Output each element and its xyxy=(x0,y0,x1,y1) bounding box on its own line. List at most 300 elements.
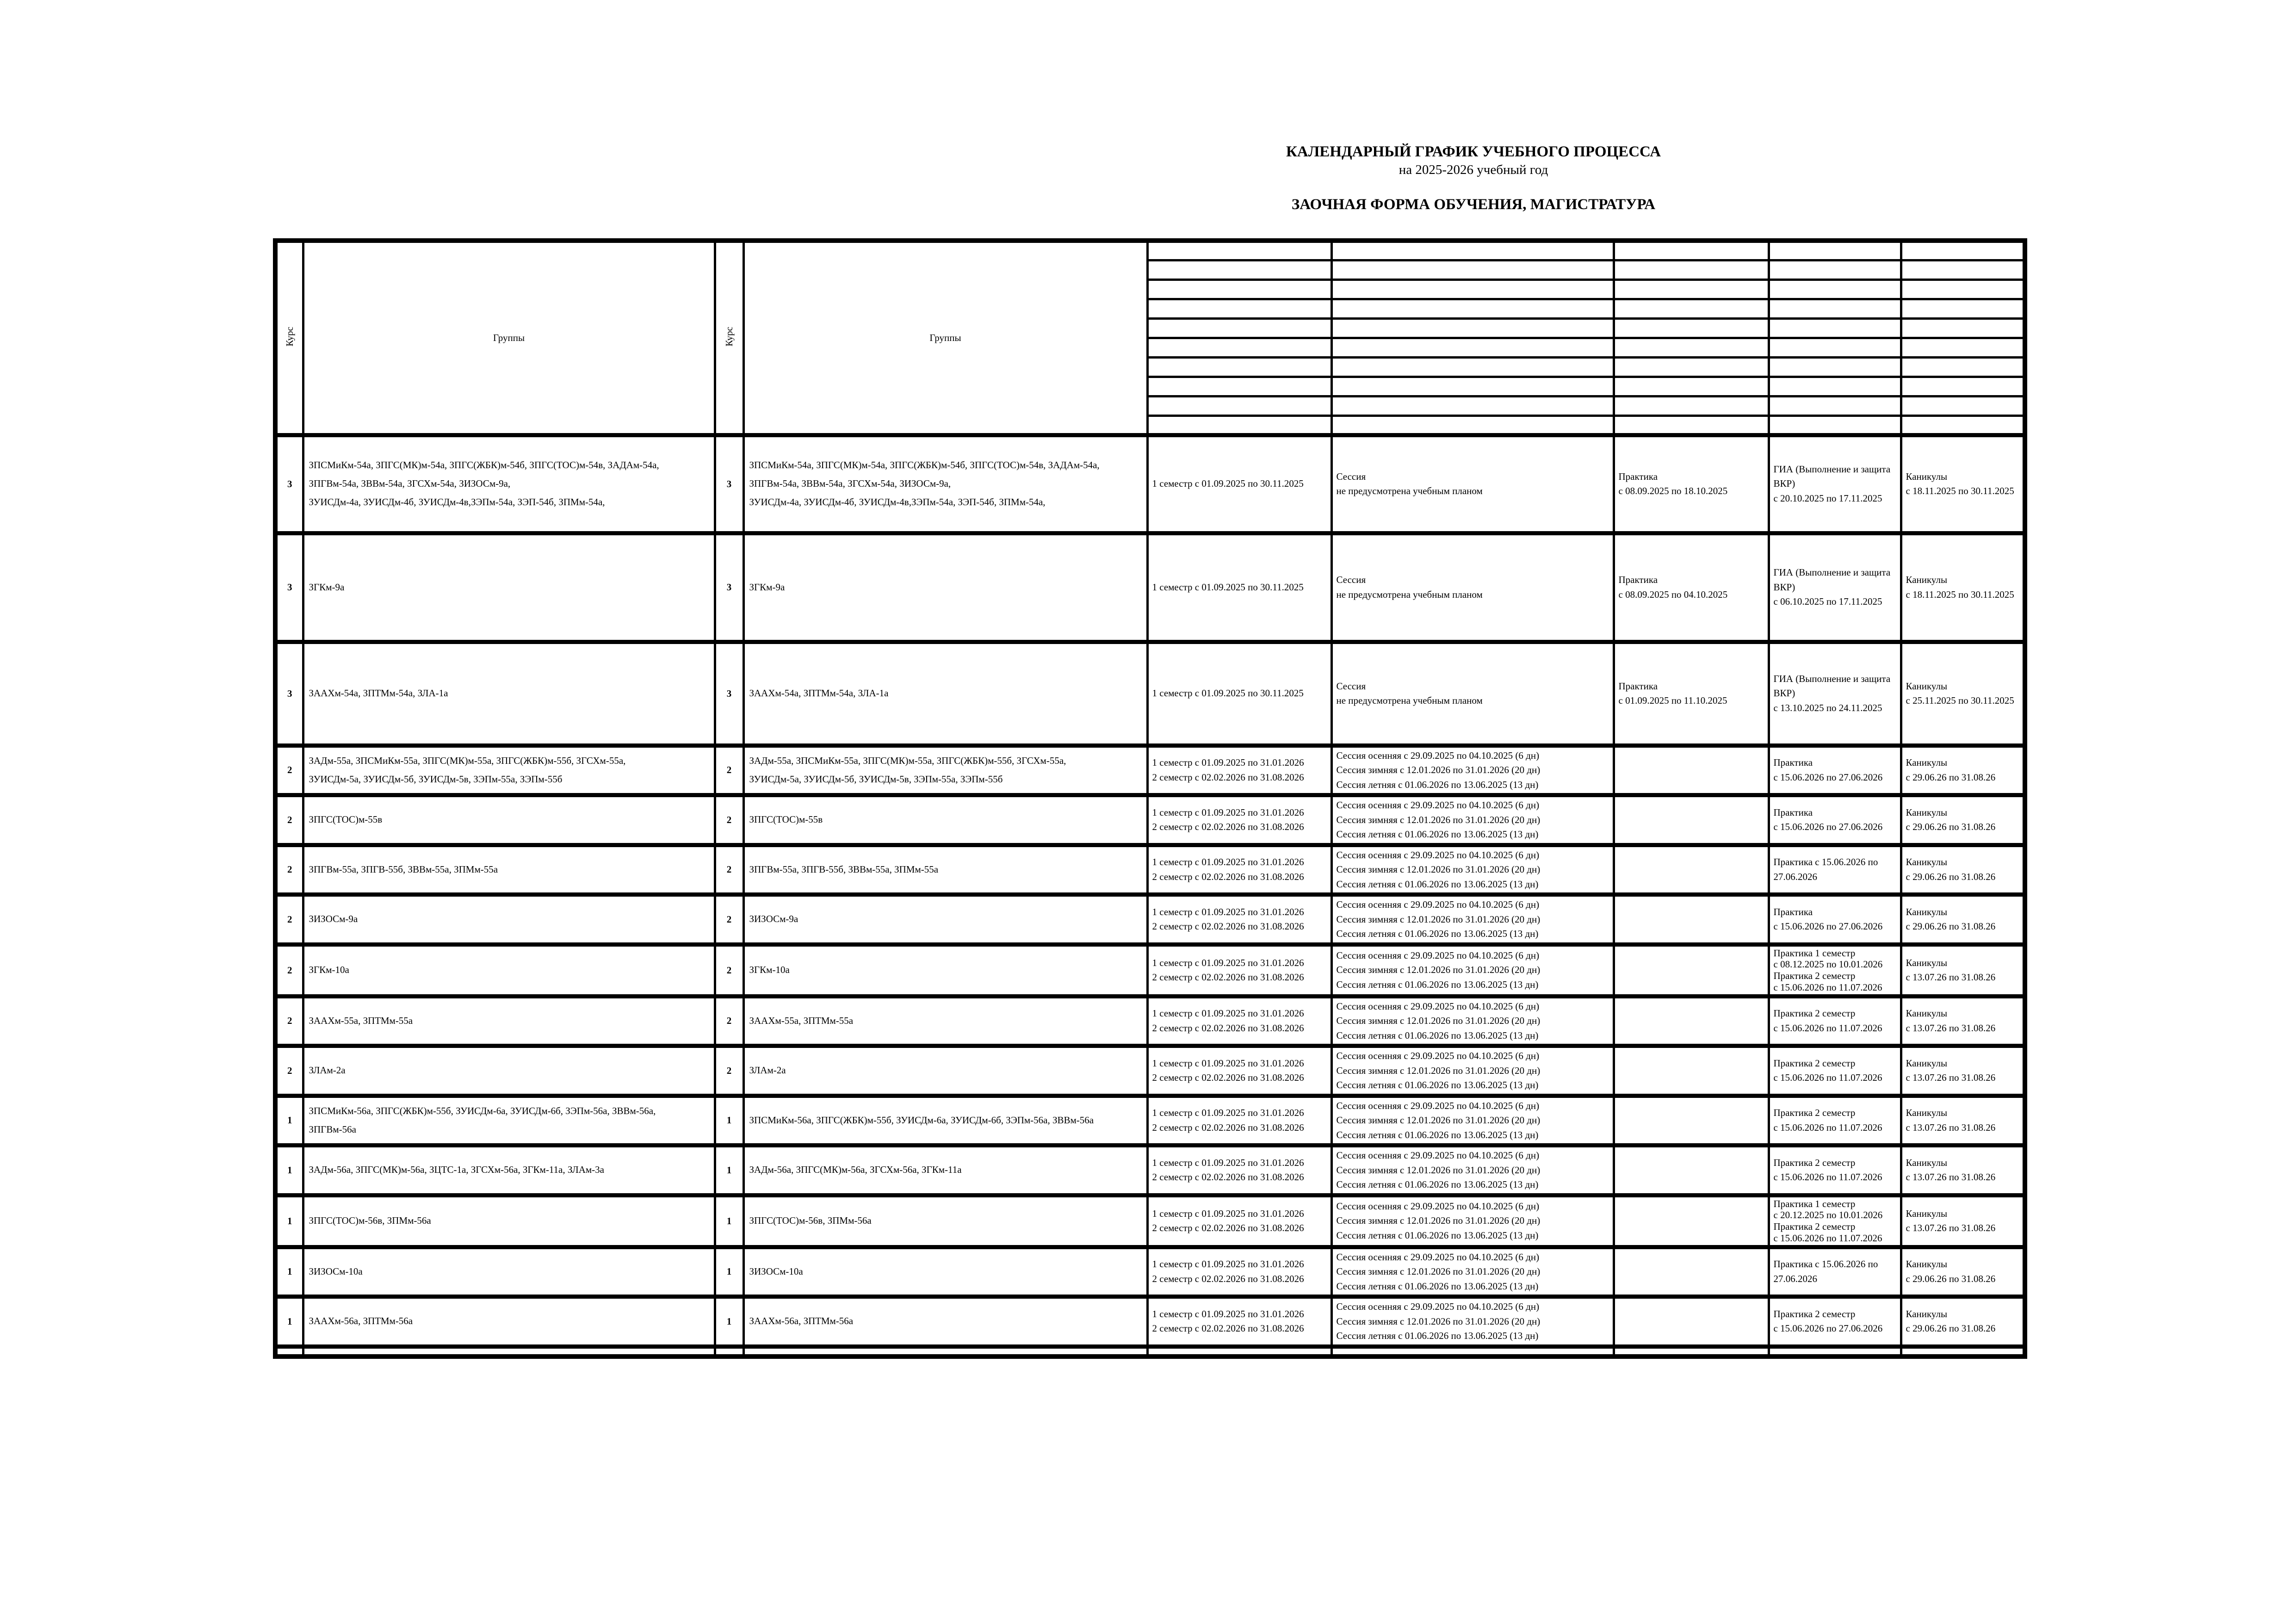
course-cell: 2 xyxy=(715,795,743,845)
practice-cell xyxy=(1614,1247,1769,1297)
header-grid-cell xyxy=(1901,279,2025,299)
text-line: ЗПСМиКм-56а, ЗПГС(ЖБК)м-55б, ЗУИСДм-6а, ЗУИСДм-6б, ЗЭПм-56а, ЗВВм-56а, xyxy=(309,1105,656,1116)
semester-cell xyxy=(1147,1046,1331,1096)
text-line: 1 семестр с 01.09.2025 по 30.11.2025 xyxy=(1152,478,1304,489)
text-line: 2 семестр с 02.02.2026 по 31.08.2026 xyxy=(1152,1273,1304,1284)
text-line: Сессия зимняя с 12.01.2026 по 31.01.2026 (20 дн) xyxy=(1336,764,1541,775)
text-line: с 06.10.2025 по 17.11.2025 xyxy=(1773,596,1882,607)
text-line: 1 семестр с 01.09.2025 по 31.01.2026 xyxy=(1152,1208,1304,1219)
groups-cell xyxy=(743,795,1147,845)
schedule-row xyxy=(275,1096,2025,1146)
schedule-row xyxy=(275,1247,2025,1297)
text-line: Сессия летняя с 01.06.2026 по 13.06.2025 (13 дн) xyxy=(1336,979,1539,990)
text-line: Сессия xyxy=(1336,574,1366,585)
header-grid-cell xyxy=(1614,338,1769,357)
session-cell xyxy=(1331,996,1614,1046)
gia-practice-cell xyxy=(1769,944,1901,996)
vacation-cell xyxy=(1901,642,2025,745)
semester-cell xyxy=(1147,1096,1331,1146)
empty-cell xyxy=(1147,1346,1331,1357)
text-line: ЗАДм-55а, ЗПСМиКм-55а, ЗПГС(МК)м-55а, ЗПГС(ЖБК)м-55б, ЗГСХм-55а, xyxy=(309,755,626,766)
gia-practice-cell xyxy=(1769,1146,1901,1196)
groups-cell xyxy=(303,642,715,745)
text-line: Каникулы xyxy=(1906,856,1948,868)
text-line: с 13.07.26 по 31.08.26 xyxy=(1906,1171,1996,1183)
text-line: Каникулы xyxy=(1906,1308,1948,1319)
semester-cell xyxy=(1147,845,1331,895)
text-line: Каникулы xyxy=(1906,957,1948,968)
header-groups-right: Группы xyxy=(743,241,1147,435)
groups-cell xyxy=(743,1297,1147,1347)
gia-practice-cell xyxy=(1769,1096,1901,1146)
vacation-cell xyxy=(1901,1096,2025,1146)
text-line: ЗААХм-56а, ЗПТМм-56а xyxy=(749,1315,854,1327)
course-cell: 1 xyxy=(715,1195,743,1247)
course-header-label: Курс xyxy=(284,326,295,347)
gia-practice-cell xyxy=(1769,996,1901,1046)
text-line: ЗГКм-10а xyxy=(749,964,790,976)
text-line: с 08.09.2025 по 18.10.2025 xyxy=(1618,485,1728,496)
text-line: не предусмотрена учебным планом xyxy=(1336,485,1483,496)
header-grid-cell xyxy=(1901,338,2025,357)
text-line: с 20.10.2025 по 17.11.2025 xyxy=(1773,492,1882,504)
text-line: 1 семестр с 01.09.2025 по 31.01.2026 xyxy=(1152,957,1304,968)
text-line: с 15.06.2026 по 27.06.2026 xyxy=(1773,1323,1883,1334)
gia-practice-cell xyxy=(1769,1297,1901,1347)
text-line: 1 семестр с 01.09.2025 по 30.11.2025 xyxy=(1152,688,1304,699)
gia-practice-cell xyxy=(1769,642,1901,745)
groups-cell xyxy=(743,1247,1147,1297)
groups-cell xyxy=(303,435,715,533)
text-line: Каникулы xyxy=(1906,1157,1948,1168)
text-line: Сессия осенняя с 29.09.2025 по 04.10.2025 (6 дн) xyxy=(1336,1050,1540,1062)
empty-cell xyxy=(1901,1346,2025,1357)
header-grid-cell xyxy=(1769,338,1901,357)
text-line: 1 семестр с 01.09.2025 по 31.01.2026 xyxy=(1152,757,1304,768)
text-line: 27.06.2026 xyxy=(1773,871,1817,882)
text-line: с 15.06.2026 по 11.07.2026 xyxy=(1773,1232,1882,1244)
vacation-cell xyxy=(1901,795,2025,845)
text-line: Каникулы xyxy=(1906,1008,1948,1019)
course-cell: 1 xyxy=(275,1195,303,1247)
groups-cell xyxy=(303,795,715,845)
text-line: с 25.11.2025 по 30.11.2025 xyxy=(1906,695,2014,706)
text-line: с 13.07.26 по 31.08.26 xyxy=(1906,1222,1996,1234)
header-grid-cell xyxy=(1147,279,1331,299)
session-cell xyxy=(1331,745,1614,795)
semester-cell xyxy=(1147,996,1331,1046)
text-line: с 15.06.2026 по 27.06.2026 xyxy=(1773,771,1883,783)
text-line: Сессия летняя с 01.06.2026 по 13.06.2025 (13 дн) xyxy=(1336,1280,1539,1292)
practice-cell xyxy=(1614,1195,1769,1247)
header-grid-cell xyxy=(1769,318,1901,338)
header-grid-cell xyxy=(1331,377,1614,396)
header-grid-cell xyxy=(1614,279,1769,299)
text-line: ЗУИСДм-5а, ЗУИСДм-5б, ЗУИСДм-5в, ЗЭПм-55а, ЗЭПм-55б xyxy=(309,773,563,785)
header-grid-cell xyxy=(1614,377,1769,396)
course-cell: 2 xyxy=(715,895,743,945)
schedule-row xyxy=(275,533,2025,642)
header-grid-cell xyxy=(1769,260,1901,279)
text-line: Практика 2 семестр xyxy=(1773,970,1856,982)
semester-cell xyxy=(1147,1297,1331,1347)
text-line: ЗЛАм-2а xyxy=(309,1065,346,1076)
semester-cell xyxy=(1147,642,1331,745)
header-grid-cell xyxy=(1769,279,1901,299)
text-line: с 01.09.2025 по 11.10.2025 xyxy=(1618,695,1727,706)
text-line: ЗПГВм-55а, ЗПГВ-55б, ЗВВм-55а, ЗПМм-55а xyxy=(749,863,939,875)
gia-practice-cell xyxy=(1769,845,1901,895)
vacation-cell xyxy=(1901,745,2025,795)
semester-cell xyxy=(1147,435,1331,533)
text-line: Практика 2 семестр xyxy=(1773,1107,1856,1119)
text-line: с 15.06.2026 по 11.07.2026 xyxy=(1773,1022,1882,1034)
header-grid-cell xyxy=(1614,357,1769,377)
text-line: Каникулы xyxy=(1906,1208,1948,1219)
course-cell: 2 xyxy=(715,845,743,895)
header-grid-cell xyxy=(1331,396,1614,415)
header-grid-cell xyxy=(1614,260,1769,279)
text-line: с 15.06.2026 по 27.06.2026 xyxy=(1773,921,1883,932)
groups-cell xyxy=(303,745,715,795)
vacation-cell xyxy=(1901,845,2025,895)
header-grid-cell xyxy=(1901,318,2025,338)
semester-cell xyxy=(1147,944,1331,996)
groups-cell xyxy=(743,745,1147,795)
header-grid-cell xyxy=(1901,415,2025,435)
groups-cell xyxy=(743,642,1147,745)
text-line: ЗПГС(ТОС)м-56в, ЗПМм-56а xyxy=(749,1215,872,1227)
text-line: Сессия летняя с 01.06.2026 по 13.06.2025 (13 дн) xyxy=(1336,1330,1539,1342)
text-line: 2 семестр с 02.02.2026 по 31.08.2026 xyxy=(1152,1121,1304,1133)
groups-cell xyxy=(303,1146,715,1196)
schedule-table xyxy=(273,238,2027,1359)
groups-cell xyxy=(743,1195,1147,1247)
text-line: Каникулы xyxy=(1906,1258,1948,1270)
text-line: ЗУИСДм-5а, ЗУИСДм-5б, ЗУИСДм-5в, ЗЭПм-55а, ЗЭПм-55б xyxy=(749,773,1003,785)
semester-cell xyxy=(1147,1247,1331,1297)
course-cell: 2 xyxy=(715,944,743,996)
groups-cell xyxy=(743,895,1147,945)
gia-practice-cell xyxy=(1769,1247,1901,1297)
semester-cell xyxy=(1147,1146,1331,1196)
groups-cell xyxy=(743,845,1147,895)
header-grid-cell xyxy=(1901,260,2025,279)
text-line: ЗААХм-54а, ЗПТМм-54а, ЗЛА-1а xyxy=(749,688,889,699)
text-line: ЗПГВм-54а, ЗВВм-54а, ЗГСХм-54а, ЗИЗОСм-9а, xyxy=(309,478,511,489)
header-grid-cell xyxy=(1614,241,1769,260)
text-line: 2 семестр с 02.02.2026 по 31.08.2026 xyxy=(1152,1072,1304,1084)
text-line: 1 семестр с 01.09.2025 по 31.01.2026 xyxy=(1152,806,1304,818)
text-line: ЗПГВм-54а, ЗВВм-54а, ЗГСХм-54а, ЗИЗОСм-9а, xyxy=(749,478,951,489)
header-row xyxy=(275,241,2025,260)
text-line: Сессия зимняя с 12.01.2026 по 31.01.2026 (20 дн) xyxy=(1336,1065,1541,1076)
text-line: Каникулы xyxy=(1906,574,1948,585)
schedule-row xyxy=(275,1195,2025,1247)
text-line: Практика xyxy=(1618,680,1658,692)
header-grid-cell xyxy=(1769,415,1901,435)
course-cell: 2 xyxy=(715,745,743,795)
vacation-cell xyxy=(1901,895,2025,945)
course-cell: 2 xyxy=(275,795,303,845)
header-grid-cell xyxy=(1147,357,1331,377)
text-line: Практика xyxy=(1773,757,1813,768)
text-line: 2 семестр с 02.02.2026 по 31.08.2026 xyxy=(1152,821,1304,833)
text-line: Каникулы xyxy=(1906,906,1948,917)
text-line: Сессия зимняя с 12.01.2026 по 31.01.2026 (20 дн) xyxy=(1336,964,1541,976)
course-cell: 2 xyxy=(275,944,303,996)
text-line: Каникулы xyxy=(1906,471,1948,482)
groups-cell xyxy=(743,1146,1147,1196)
text-line: Практика xyxy=(1618,574,1658,585)
text-line: Сессия осенняя с 29.09.2025 по 04.10.2025 (6 дн) xyxy=(1336,899,1540,910)
text-line: Сессия летняя с 01.06.2026 по 13.06.2025 (13 дн) xyxy=(1336,1229,1539,1241)
text-line: с 15.06.2026 по 11.07.2026 xyxy=(1773,1171,1882,1183)
header-grid-cell xyxy=(1769,396,1901,415)
text-line: ЗИЗОСм-9а xyxy=(309,913,358,925)
text-line: Сессия зимняя с 12.01.2026 по 31.01.2026 (20 дн) xyxy=(1336,1115,1541,1126)
text-line: 2 семестр с 02.02.2026 по 31.08.2026 xyxy=(1152,972,1304,983)
text-line: Сессия летняя с 01.06.2026 по 13.06.2025 (13 дн) xyxy=(1336,779,1539,790)
header-grid-cell xyxy=(1901,241,2025,260)
course-cell: 1 xyxy=(275,1297,303,1347)
practice-cell xyxy=(1614,845,1769,895)
text-line: Сессия зимняя с 12.01.2026 по 31.01.2026 (20 дн) xyxy=(1336,864,1541,875)
header-grid-cell xyxy=(1331,279,1614,299)
text-line: Сессия xyxy=(1336,471,1366,482)
course-cell: 3 xyxy=(275,642,303,745)
schedule-row xyxy=(275,745,2025,795)
text-line: ЗАДм-55а, ЗПСМиКм-55а, ЗПГС(МК)м-55а, ЗПГС(ЖБК)м-55б, ЗГСХм-55а, xyxy=(749,755,1066,766)
gia-practice-cell xyxy=(1769,795,1901,845)
text-line: ВКР) xyxy=(1773,478,1795,489)
header-grid-cell xyxy=(1331,299,1614,318)
title-line-1: КАЛЕНДАРНЫЙ ГРАФИК УЧЕБНОГО ПРОЦЕССА xyxy=(1286,143,1661,160)
header-grid-cell xyxy=(1331,241,1614,260)
text-line: с 08.09.2025 по 04.10.2025 xyxy=(1618,588,1728,600)
text-line: Каникулы xyxy=(1906,806,1948,818)
course-cell: 2 xyxy=(275,895,303,945)
schedule-row xyxy=(275,996,2025,1046)
text-line: 2 семестр с 02.02.2026 по 31.08.2026 xyxy=(1152,1323,1304,1334)
text-line: с 29.06.26 по 31.08.26 xyxy=(1906,771,1996,783)
text-line: с 20.12.2025 по 10.01.2026 xyxy=(1773,1209,1883,1221)
text-line: Сессия xyxy=(1336,680,1366,692)
gia-practice-cell xyxy=(1769,1195,1901,1247)
schedule-row xyxy=(275,1146,2025,1196)
text-line: с 18.11.2025 по 30.11.2025 xyxy=(1906,588,2014,600)
session-cell xyxy=(1331,1247,1614,1297)
text-line: с 29.06.26 по 31.08.26 xyxy=(1906,821,1996,833)
schedule-row xyxy=(275,642,2025,745)
text-line: 27.06.2026 xyxy=(1773,1273,1817,1284)
practice-cell xyxy=(1614,1046,1769,1096)
schedule-row xyxy=(275,895,2025,945)
groups-cell xyxy=(743,1096,1147,1146)
text-line: Сессия осенняя с 29.09.2025 по 04.10.2025 (6 дн) xyxy=(1336,1301,1540,1313)
header-grid-cell xyxy=(1769,241,1901,260)
practice-cell xyxy=(1614,795,1769,845)
course-cell: 2 xyxy=(715,1046,743,1096)
header-grid-cell xyxy=(1147,299,1331,318)
text-line: Сессия осенняя с 29.09.2025 по 04.10.2025 (6 дн) xyxy=(1336,1150,1540,1161)
text-line: Каникулы xyxy=(1906,680,1948,692)
course-cell: 1 xyxy=(715,1247,743,1297)
session-cell xyxy=(1331,944,1614,996)
header-course-left xyxy=(275,241,303,435)
course-cell: 2 xyxy=(715,996,743,1046)
practice-cell xyxy=(1614,745,1769,795)
text-line: ЗУИСДм-4а, ЗУИСДм-4б, ЗУИСДм-4в,ЗЭПм-54а, ЗЭП-54б, ЗПМм-54а, xyxy=(749,496,1046,508)
text-line: Сессия летняя с 01.06.2026 по 13.06.2025 (13 дн) xyxy=(1336,1029,1539,1041)
text-line: Практика 2 семестр xyxy=(1773,1057,1856,1069)
text-line: Сессия осенняя с 29.09.2025 по 04.10.2025 (6 дн) xyxy=(1336,799,1540,811)
semester-cell xyxy=(1147,795,1331,845)
gia-practice-cell xyxy=(1769,745,1901,795)
text-line: с 29.06.26 по 31.08.26 xyxy=(1906,1273,1996,1284)
text-line: не предусмотрена учебным планом xyxy=(1336,695,1483,706)
header-grid-cell xyxy=(1901,299,2025,318)
header-course-right xyxy=(715,241,743,435)
header-grid-cell xyxy=(1331,415,1614,435)
semester-cell xyxy=(1147,895,1331,945)
session-cell xyxy=(1331,1146,1614,1196)
text-line: ГИА (Выполнение и защита xyxy=(1773,567,1891,578)
text-line: Практика xyxy=(1618,471,1658,482)
text-line: ЗУИСДм-4а, ЗУИСДм-4б, ЗУИСДм-4в,ЗЭПм-54а, ЗЭП-54б, ЗПМм-54а, xyxy=(309,496,605,508)
course-cell: 3 xyxy=(715,642,743,745)
text-line: 1 семестр с 01.09.2025 по 31.01.2026 xyxy=(1152,1057,1304,1069)
title-line-3: ЗАОЧНАЯ ФОРМА ОБУЧЕНИЯ, МАГИСТРАТУРА xyxy=(1291,196,1656,213)
text-line: ВКР) xyxy=(1773,581,1795,593)
semester-cell xyxy=(1147,1195,1331,1247)
course-cell: 3 xyxy=(275,533,303,642)
text-line: 1 семестр с 01.09.2025 по 31.01.2026 xyxy=(1152,906,1304,917)
text-line: Практика 2 семестр xyxy=(1773,1157,1856,1168)
session-cell xyxy=(1331,1297,1614,1347)
header-grid-cell xyxy=(1769,377,1901,396)
groups-cell xyxy=(743,944,1147,996)
text-line: ЗГКм-9а xyxy=(749,581,785,593)
semester-cell xyxy=(1147,745,1331,795)
text-line: ЗАДм-56а, ЗПГС(МК)м-56а, ЗЦТС-1а, ЗГСХм-56а, ЗГКм-11а, ЗЛАм-3а xyxy=(309,1164,604,1176)
practice-cell xyxy=(1614,996,1769,1046)
session-cell xyxy=(1331,1046,1614,1096)
header-grid-cell xyxy=(1147,396,1331,415)
practice-cell xyxy=(1614,1297,1769,1347)
text-line: 1 семестр с 01.09.2025 по 31.01.2026 xyxy=(1152,1107,1304,1119)
header-grid-cell xyxy=(1614,299,1769,318)
groups-cell xyxy=(743,435,1147,533)
text-line: Сессия зимняя с 12.01.2026 по 31.01.2026 (20 дн) xyxy=(1336,1215,1541,1227)
session-cell xyxy=(1331,895,1614,945)
text-line: ЗЛАм-2а xyxy=(749,1065,786,1076)
schedule-row xyxy=(275,435,2025,533)
text-line: ЗПГС(ТОС)м-56в, ЗПМм-56а xyxy=(309,1215,431,1227)
text-line: Сессия осенняя с 29.09.2025 по 04.10.2025 (6 дн) xyxy=(1336,1251,1540,1263)
text-line: ЗААХм-55а, ЗПТМм-55а xyxy=(749,1015,854,1026)
header-grid-cell xyxy=(1331,338,1614,357)
text-line: Практика xyxy=(1773,806,1813,818)
text-line: Сессия летняя с 01.06.2026 по 13.06.2025 (13 дн) xyxy=(1336,878,1539,890)
header-grid-cell xyxy=(1147,377,1331,396)
header-grid-cell xyxy=(1614,415,1769,435)
practice-cell xyxy=(1614,435,1769,533)
vacation-cell xyxy=(1901,1247,2025,1297)
text-line: ЗИЗОСм-10а xyxy=(309,1265,363,1277)
text-line: ЗГКм-10а xyxy=(309,964,349,976)
header-grid-cell xyxy=(1614,318,1769,338)
groups-cell xyxy=(303,944,715,996)
course-cell: 1 xyxy=(275,1146,303,1196)
semester-cell xyxy=(1147,533,1331,642)
vacation-cell xyxy=(1901,533,2025,642)
text-line: с 15.06.2026 по 27.06.2026 xyxy=(1773,821,1883,833)
text-line: ГИА (Выполнение и защита xyxy=(1773,673,1891,684)
groups-cell xyxy=(743,1046,1147,1096)
empty-cell xyxy=(743,1346,1147,1357)
text-line: с 15.06.2026 по 11.07.2026 xyxy=(1773,1072,1882,1084)
schedule-row xyxy=(275,1046,2025,1096)
text-line: ЗПСМиКм-56а, ЗПГС(ЖБК)м-55б, ЗУИСДм-6а, ЗУИСДм-6б, ЗЭПм-56а, ЗВВм-56а xyxy=(749,1114,1094,1126)
text-line: Практика 2 семестр xyxy=(1773,1221,1856,1233)
text-line: ЗГКм-9а xyxy=(309,581,345,593)
schedule-row xyxy=(275,1297,2025,1347)
header-grid-cell xyxy=(1147,338,1331,357)
text-line: ЗПГС(ТОС)м-55в xyxy=(749,814,823,825)
text-line: ВКР) xyxy=(1773,688,1795,699)
vacation-cell xyxy=(1901,944,2025,996)
vacation-cell xyxy=(1901,435,2025,533)
text-line: Практика 2 семестр xyxy=(1773,1308,1856,1319)
text-line: Практика xyxy=(1773,906,1813,917)
groups-cell xyxy=(303,1096,715,1146)
groups-cell xyxy=(303,1195,715,1247)
text-line: Сессия зимняя с 12.01.2026 по 31.01.2026 (20 дн) xyxy=(1336,1015,1541,1027)
text-line: Сессия осенняя с 29.09.2025 по 04.10.2025 (6 дн) xyxy=(1336,1000,1540,1012)
text-line: 2 семестр с 02.02.2026 по 31.08.2026 xyxy=(1152,1022,1304,1034)
header-grid-cell xyxy=(1331,357,1614,377)
text-line: Практика 1 семестр xyxy=(1773,947,1856,959)
text-line: ЗПГС(ТОС)м-55в xyxy=(309,814,383,825)
session-cell xyxy=(1331,533,1614,642)
text-line: Сессия осенняя с 29.09.2025 по 04.10.2025 (6 дн) xyxy=(1336,949,1540,961)
course-cell: 1 xyxy=(275,1096,303,1146)
text-line: ЗАДм-56а, ЗПГС(МК)м-56а, ЗГСХм-56а, ЗГКм-11а xyxy=(749,1164,962,1176)
text-line: 1 семестр с 01.09.2025 по 31.01.2026 xyxy=(1152,1157,1304,1168)
text-line: Сессия зимняя с 12.01.2026 по 31.01.2026 (20 дн) xyxy=(1336,913,1541,925)
text-line: Практика с 15.06.2026 по xyxy=(1773,856,1878,868)
groups-cell xyxy=(303,845,715,895)
groups-cell xyxy=(743,533,1147,642)
header-grid-cell xyxy=(1901,396,2025,415)
text-line: с 18.11.2025 по 30.11.2025 xyxy=(1906,485,2014,496)
course-cell: 3 xyxy=(715,435,743,533)
text-line: Сессия зимняя с 12.01.2026 по 31.01.2026 (20 дн) xyxy=(1336,1164,1541,1176)
gia-practice-cell xyxy=(1769,435,1901,533)
header-grid-cell xyxy=(1147,415,1331,435)
text-line: с 13.07.26 по 31.08.26 xyxy=(1906,1121,1996,1133)
course-cell: 2 xyxy=(275,996,303,1046)
groups-cell xyxy=(303,895,715,945)
empty-cell xyxy=(303,1346,715,1357)
header-grid-cell xyxy=(1147,260,1331,279)
empty-cell xyxy=(1614,1346,1769,1357)
text-line: Сессия зимняя с 12.01.2026 по 31.01.2026 (20 дн) xyxy=(1336,814,1541,825)
text-line: 2 семестр с 02.02.2026 по 31.08.2026 xyxy=(1152,1171,1304,1183)
empty-cell xyxy=(275,1346,303,1357)
text-line: ЗПГВм-56а xyxy=(309,1123,356,1135)
